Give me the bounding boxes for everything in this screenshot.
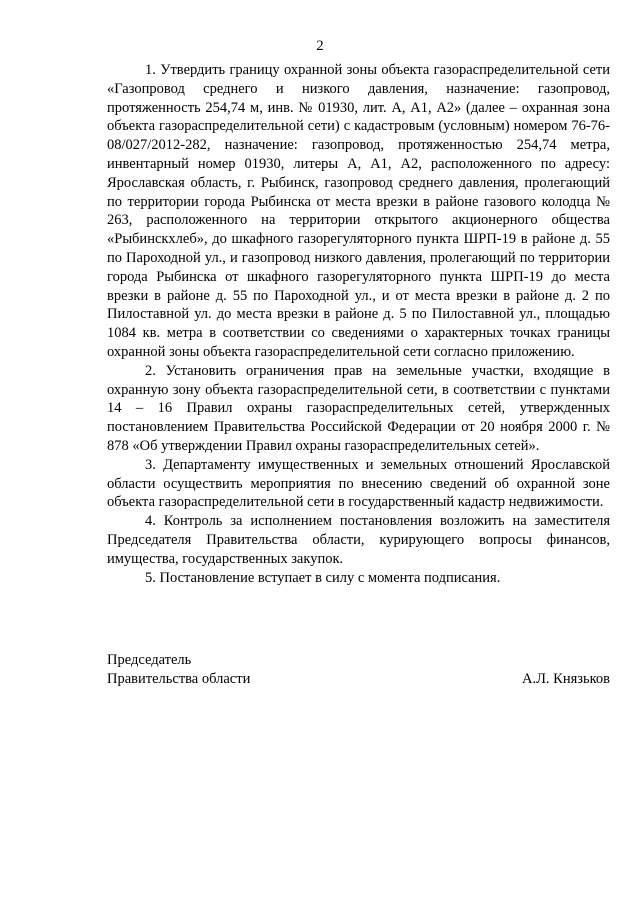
signature-block	[107, 651, 610, 689]
paragraph-1: 1. Утвердить границу охранной зоны объекта газораспределительной сети «Газопровод среднего и низкого давления, назначение: газопровод, протяженность 254,74 м, инв. № 01930, лит. А, А1, А2» (далее – охранная зона объекта газораспределительной сети) с кадастровым (условным) номером 76-76-08/027/2012-282, назначение: газопровод, протяженностью 254,74 метра, инвентарный номер 01930, литеры А, А1, А2, расположенного по адресу: Ярославская область, г. Рыбинск, газопровод среднего давления, пролегающий по территории города Рыбинска от места врезки в районе газового колодца № 263, расположенного на территории открытого акционерного общества «Рыбинскхлеб», до шкафного газорегуляторного пункта ШРП-19 в районе д. 55 по Пароходной ул., и газопровод низкого давления, пролегающий по территории города Рыбинска от шкафного газорегуляторного пункта ШРП-19 до места врезки в районе д. 55 по Пароходной ул., и от места врезки в районе д. 2 по Пилоставной ул. до места врезки в районе д. 5 по Пилоставной ул., площадью 1084 кв. метра в соответствии со сведениями о характерных точках границы охранной зоны объекта газораспределительной сети согласно приложению.	[107, 62, 610, 360]
paragraph-2: 2. Установить ограничения прав на земельные участки, входящие в охранную зону объекта газораспределительной сети, в соответствии с пунктами 14 – 16 Правил охраны газораспределительных сетей, утвержденных постановлением Правительства Российской Федерации от 20 ноября 2000 г. № 878 «Об утверждении Правил охраны газораспределительных сетей».	[107, 362, 610, 454]
paragraph-5: 5. Постановление вступает в силу с момента подписания.	[145, 569, 501, 586]
paragraph-3: 3. Департаменту имущественных и земельных отношений Ярославской области осуществить мероприятия по внесению сведений об охранной зоне объекта газораспределительной сети в государственный кадастр недвижимости.	[107, 456, 610, 511]
signatory-name: А.Л. Князьков	[521, 670, 610, 687]
document-body	[107, 61, 610, 587]
page-number: 2	[316, 38, 324, 54]
signatory-title-line2: Правительства области	[107, 670, 251, 687]
signatory-title-line1: Председатель	[107, 652, 192, 668]
paragraph-4: 4. Контроль за исполнением постановления возложить на заместителя Председателя Правительства области, курирующего вопросы финансов, имущества, государственных закупок.	[107, 513, 610, 567]
